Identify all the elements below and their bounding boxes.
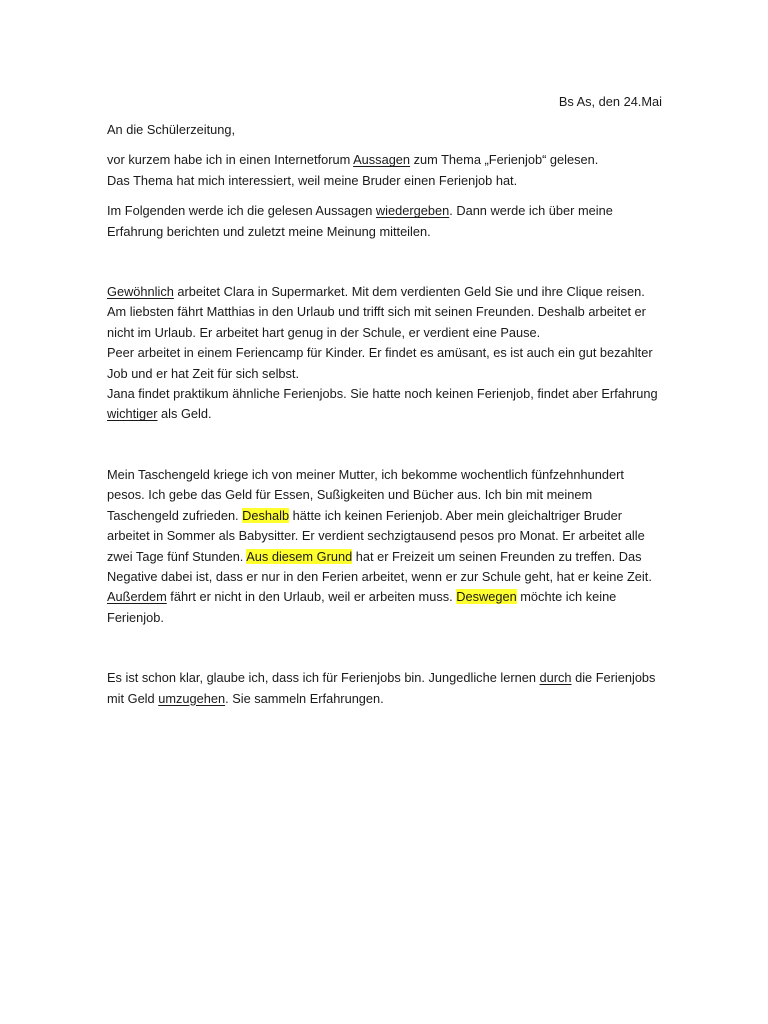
- letter-body: [107, 120, 663, 709]
- conclusion-paragraph: [107, 668, 663, 709]
- opinions-matthias: Am liebsten fährt Matthias in den Urlaub und trifft sich mit seinen Freunden. Deshalb arbeitet er nicht im Urlaub. Er arbeitet hart genug in der Schule, er verdient eine Pause.: [107, 304, 646, 340]
- opinions-paragraph: [107, 282, 663, 425]
- experience-text-2: hätte ich keinen Ferienjob. Aber mein gleichaltriger Bruder arbeitet in Sommer als Babysitter. Er verdient sechzigtausend pesos pro Monat. Er arbeitet alle zwei Tage fünf Stunden.: [107, 507, 645, 564]
- conclusion-text-1: Es ist schon klar, glaube ich, dass ich für Ferienjobs bin. Jungedliche lernen: [107, 670, 540, 686]
- plan-underlined-word: wiedergeben: [375, 203, 450, 219]
- opinions-jana-2: als Geld.: [157, 406, 212, 422]
- intro-line-2: Das Thema hat mich interessiert, weil meine Bruder einen Ferienjob hat.: [107, 172, 518, 188]
- opinions-clara: arbeitet Clara in Supermarket. Mit dem verdienten Geld Sie und ihre Clique reisen.: [173, 284, 645, 300]
- plan-paragraph: [107, 201, 663, 242]
- experience-text-1: Mein Taschengeld kriege ich von meiner Mutter, ich bekomme wochentlich fünfzehnhundert pesos. Ich gebe das Geld für Essen, Sußigkeiten und Bücher aus. Ich bin mit meinem Taschengeld zufrieden.: [107, 466, 624, 523]
- experience-paragraph: [107, 465, 663, 628]
- experience-text-3: hat er Freizeit um seinen Freunden zu treffen. Das Negative dabei ist, dass er nur in den Ferien arbeitet, wenn er zur Schule geht, hat er keine Zeit.: [107, 548, 652, 584]
- conclusion-text-2: die Ferienjobs mit Geld: [107, 670, 656, 706]
- conclusion-text-3: . Sie sammeln Erfahrungen.: [225, 690, 384, 706]
- opinions-underlined-word-2: wichtiger: [107, 406, 158, 422]
- opinions-underlined-word-1: Gewöhnlich: [107, 284, 174, 300]
- conclusion-underlined-word-2: umzugehen: [158, 690, 226, 706]
- opinions-peer: Peer arbeitet in einem Feriencamp für Kinder. Er findet es amüsant, es ist auch ein gut bezahlter Job und er hat Zeit für sich selbst.: [107, 345, 653, 381]
- plan-text-2: . Dann werde ich über meine Erfahrung berichten und zuletzt meine Meinung mitteilen.: [107, 203, 613, 239]
- experience-text-5: möchte ich keine Ferienjob.: [107, 589, 617, 625]
- intro-paragraph: [107, 150, 663, 191]
- opinions-jana-1: Jana findet praktikum ähnliche Ferienjobs. Sie hatte noch keinen Ferienjob, findet aber Erfahrung: [107, 386, 658, 402]
- highlight-deswegen: Deswegen: [456, 589, 517, 605]
- experience-text-4: fährt er nicht in den Urlaub, weil er arbeiten muss.: [166, 589, 457, 605]
- intro-text-1: vor kurzem habe ich in einen Internetforum: [107, 152, 354, 168]
- letter-date: Bs As, den 24.Mai: [558, 94, 662, 109]
- intro-underlined-word: Aussagen: [353, 152, 411, 168]
- highlight-deshalb: Deshalb: [242, 507, 290, 523]
- highlight-aus-diesem-grund: Aus diesem Grund: [246, 548, 353, 564]
- experience-underlined-word: Außerdem: [107, 589, 167, 605]
- plan-text-1: Im Folgenden werde ich die gelesen Aussagen: [107, 203, 376, 219]
- intro-text-2: zum Thema „Ferienjob“ gelesen.: [410, 152, 599, 168]
- salutation: An die Schülerzeitung,: [107, 122, 236, 137]
- conclusion-underlined-word-1: durch: [539, 670, 572, 686]
